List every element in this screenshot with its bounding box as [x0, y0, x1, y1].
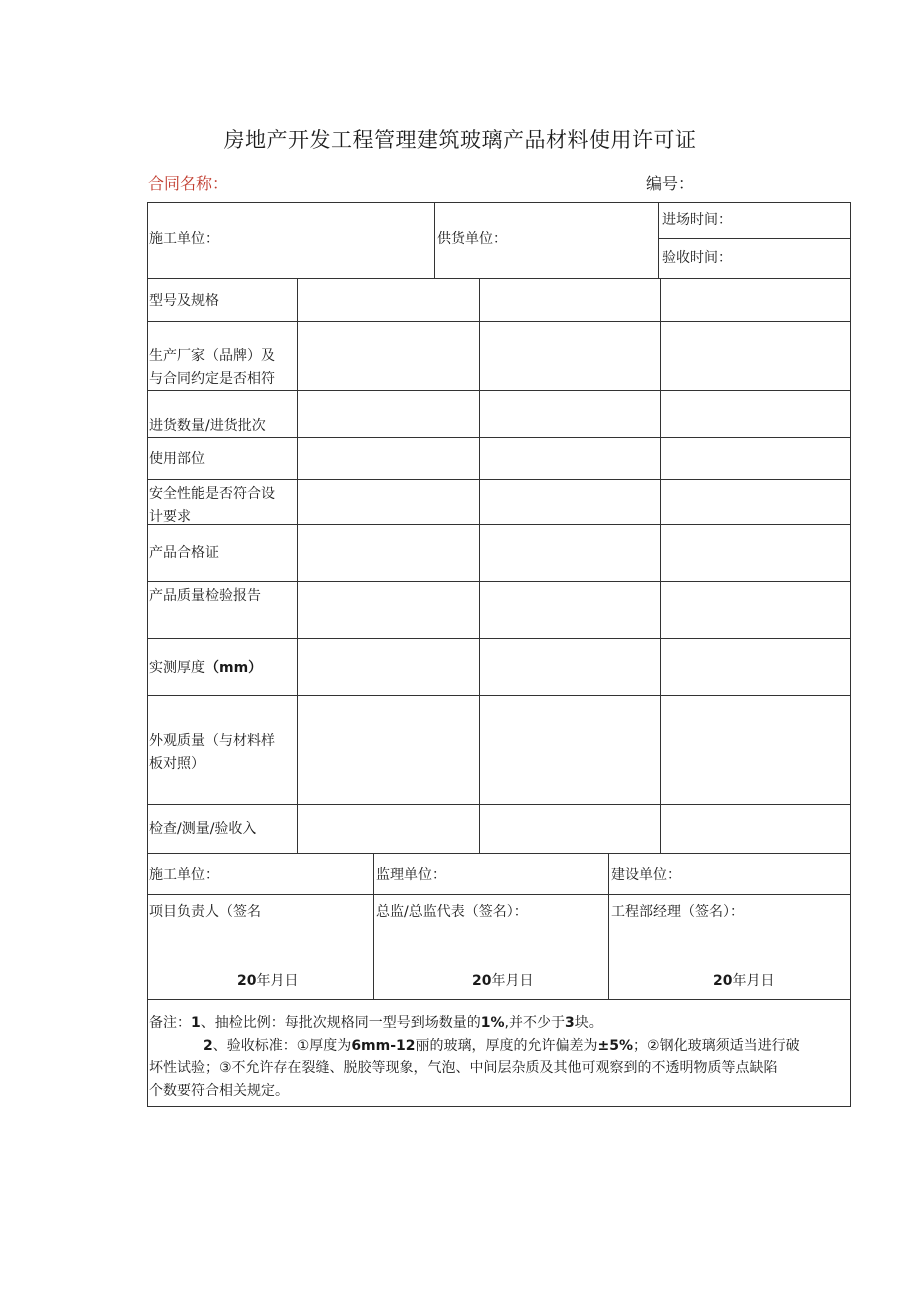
- grid-line: [147, 278, 851, 279]
- grid-line: [147, 479, 851, 480]
- thickness-label-text: 实测厚度: [149, 660, 205, 676]
- row-label-manufacturer: 生产厂家（品牌）及: [149, 348, 275, 364]
- remarks-value: 1%: [480, 1015, 505, 1031]
- remarks-value: 3: [564, 1015, 575, 1031]
- row-label-inspector: 检查/测量/验收入: [149, 821, 257, 837]
- row-label-model-spec: 型号及规格: [149, 293, 219, 309]
- thickness-unit: （mm）: [205, 660, 263, 676]
- remarks-text: 、抽检比例：每批次规格同一型号到场数量的: [200, 1015, 481, 1031]
- sign-owner-unit: 建设单位：: [611, 867, 681, 883]
- sign-engineering-manager: 工程部经理（签名）：: [611, 904, 744, 920]
- date-text: 年月日: [491, 973, 534, 989]
- remarks-text: ,并不少于: [504, 1015, 565, 1031]
- remarks-line-2: [203, 1035, 800, 1057]
- date-owner: [713, 971, 774, 992]
- row-label-safety: 安全性能是否符合设: [149, 486, 275, 502]
- page-title: 房地产开发工程管理建筑玻璃产品材料使用许可证: [223, 128, 697, 152]
- date-year-prefix: 20: [237, 973, 257, 989]
- remarks-item-number: 1: [191, 1015, 201, 1031]
- date-construction: [237, 971, 298, 992]
- row-label-safety-cont: 计要求: [149, 509, 191, 525]
- row-label-quantity-batch: 进货数量/进货批次: [149, 418, 266, 434]
- row-label-usage-location: 使用部位: [149, 451, 205, 467]
- grid-line: [147, 804, 851, 805]
- remarks-prefix: 备注：: [149, 1015, 191, 1031]
- date-supervision: [472, 971, 533, 992]
- supplier-unit-field: 供货单位：: [437, 231, 507, 247]
- serial-number-label: 编号：: [646, 174, 695, 193]
- row-label-appearance-cont: 板对照）: [149, 756, 205, 772]
- grid-line: [147, 894, 851, 895]
- date-text: 年月日: [256, 973, 299, 989]
- remarks-value: ±5%: [597, 1038, 634, 1054]
- date-year-prefix: 20: [472, 973, 492, 989]
- row-label-appearance: 外观质量（与材料样: [149, 733, 275, 749]
- grid-line: [147, 524, 851, 525]
- sign-project-manager: 项目负责人（签名: [149, 904, 261, 920]
- grid-line: [147, 999, 851, 1000]
- grid-line: [658, 202, 659, 278]
- row-label-certificate: 产品合格证: [149, 545, 219, 561]
- grid-line: [658, 238, 851, 239]
- remarks-line-3: 坏性试验；③不允许存在裂缝、脱胶等现象，气泡、中间层杂质及其他可观察到的不透明物质等点缺陷: [149, 1060, 778, 1076]
- date-text: 年月日: [732, 973, 775, 989]
- grid-line: [434, 202, 435, 278]
- remarks-text: ；②钢化玻璃须适当进行破: [633, 1038, 800, 1054]
- grid-line: [479, 278, 480, 853]
- remarks-text: 、验收标准：①厚度为: [212, 1038, 352, 1054]
- grid-line: [297, 278, 298, 853]
- grid-line: [147, 390, 851, 391]
- remarks-line-1: [149, 1012, 603, 1034]
- grid-line: [147, 638, 851, 639]
- acceptance-time-field: 验收时间：: [662, 250, 732, 266]
- remarks-value: 6mm-12: [351, 1038, 416, 1054]
- grid-line: [147, 437, 851, 438]
- sign-construction-unit: 施工单位：: [149, 867, 219, 883]
- contract-name-label: 合同名称：: [148, 174, 229, 193]
- remarks-text: 块。: [574, 1015, 603, 1031]
- remarks-text: 丽的玻璃，厚度的允许偏差为: [415, 1038, 598, 1054]
- entry-time-field: 进场时间：: [662, 212, 732, 228]
- grid-line: [373, 853, 374, 999]
- remarks-line-4: 个数要符合相关规定。: [149, 1083, 289, 1099]
- grid-line: [660, 278, 661, 853]
- grid-line: [147, 321, 851, 322]
- remarks-item-number: 2: [203, 1038, 213, 1054]
- date-year-prefix: 20: [713, 973, 733, 989]
- grid-line: [147, 853, 851, 854]
- grid-line: [608, 853, 609, 999]
- grid-line: [147, 695, 851, 696]
- row-label-inspection-report: 产品质量检验报告: [149, 588, 261, 604]
- grid-line: [147, 581, 851, 582]
- sign-chief-supervisor: 总监/总监代表（签名）：: [376, 904, 528, 920]
- sign-supervision-unit: 监理单位：: [376, 867, 446, 883]
- row-label-manufacturer-cont: 与合同约定是否相符: [149, 371, 275, 387]
- construction-unit-field: 施工单位：: [149, 231, 219, 247]
- row-label-measured-thickness: [149, 658, 262, 679]
